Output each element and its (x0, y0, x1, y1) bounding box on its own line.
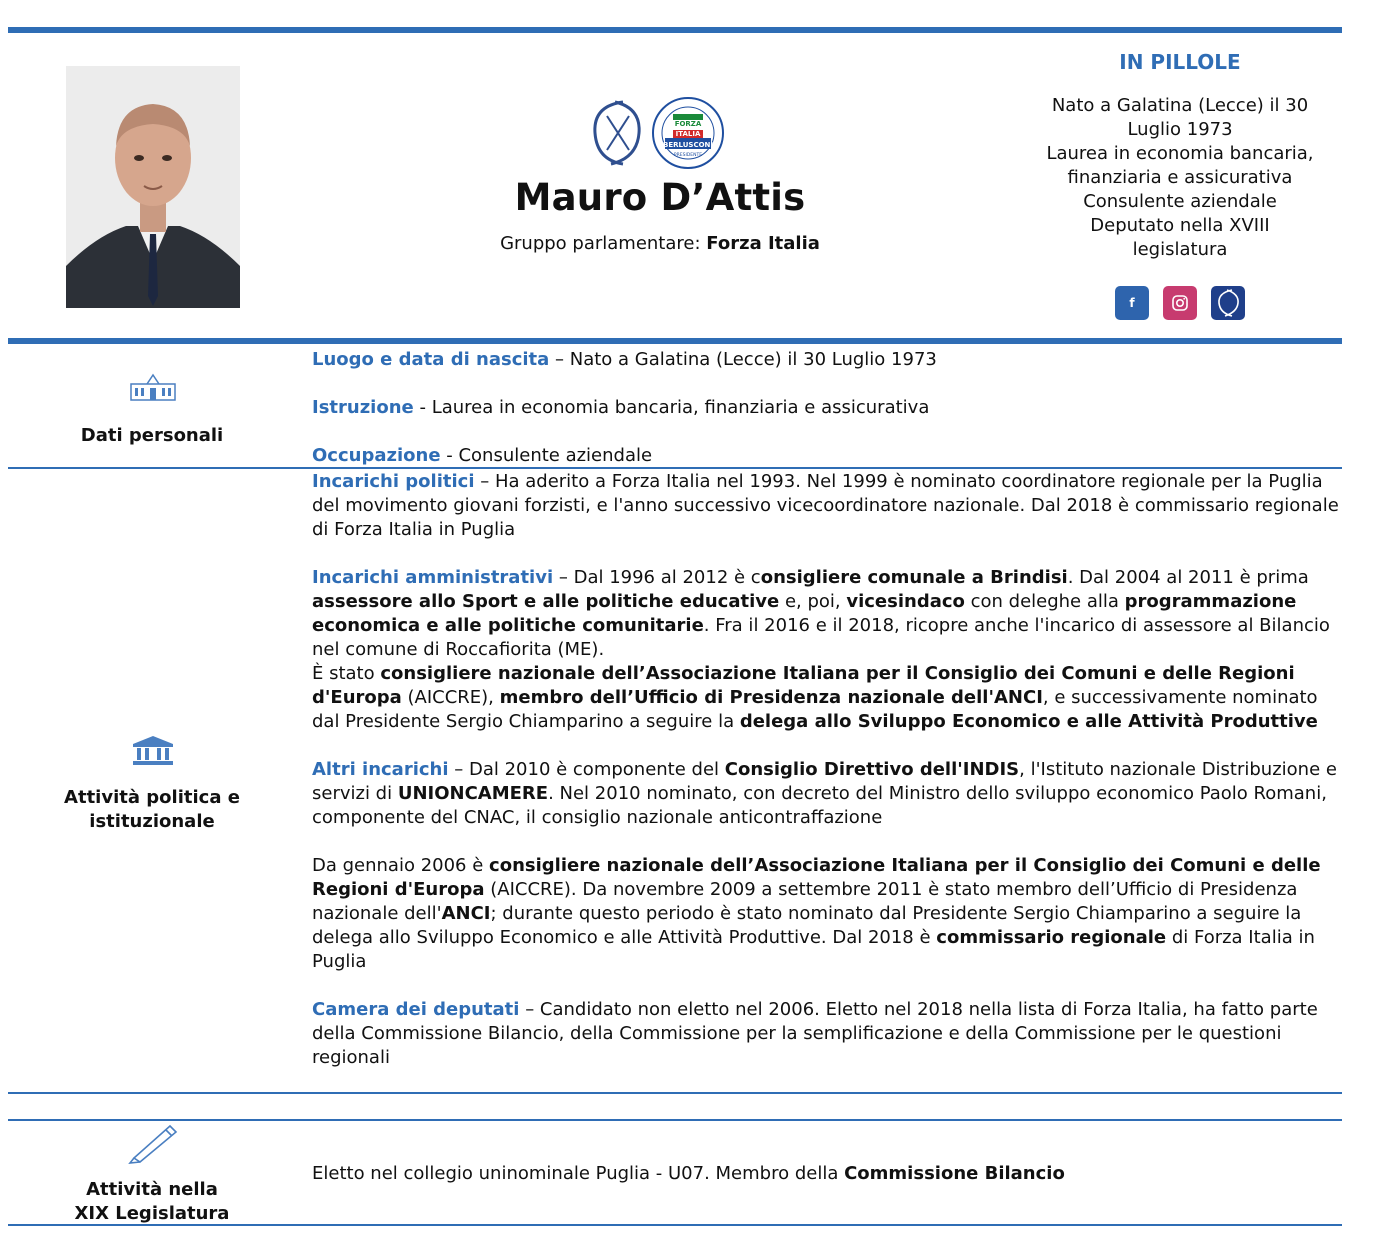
admin-roles-heading: Incarichi amministrativi (312, 567, 554, 588)
aiccre-paragraph (312, 662, 1342, 734)
logo-text-berlusconi: BERLUSCONI (663, 141, 713, 149)
birth-text: – Nato a Galatina (Lecce) il 30 Luglio 1973 (549, 349, 937, 370)
bold-run: Commissione Bilancio (844, 1163, 1065, 1184)
text-run: , l'Istituto nazionale Distribuzione e servizi di (312, 759, 1337, 804)
education-text: - Laurea in economia bancaria, finanziaria e assicurativa (413, 397, 930, 418)
political-roles-heading: Incarichi politici (312, 471, 475, 492)
bold-run: UNIONCAMERE (397, 783, 549, 804)
bold-run: consigliere nazionale dell’Associazione Italiana per il Consiglio dei Comuni e delle Regioni d'Europa (312, 663, 1295, 708)
text-run: con deleghe alla (964, 591, 1125, 612)
text-run: ; durante questo periodo è stato nominato dal Presidente Sergio Chiamparino a seguire la delega allo Sviluppo Economico e alle Attività Produttive. Dal 2018 è (312, 903, 1302, 948)
pill-line: legislatura (1132, 239, 1228, 260)
bold-run: vicesindaco (846, 591, 965, 612)
since-2006-paragraph (312, 854, 1342, 974)
political-roles-paragraph (312, 470, 1342, 542)
text-run: . Nel 2010 nominato, con decreto del Ministro dello sviluppo economico Paolo Romani, componente del CNAC, il consiglio nazionale anticontraffazione (312, 783, 1327, 828)
logo-text-forza: FORZA (674, 120, 702, 128)
in-pillole-title: IN PILLOLE (1119, 50, 1241, 74)
in-pillole-box (1020, 50, 1340, 320)
occupation-text: - Consulente aziendale (440, 445, 653, 466)
logos-row (450, 96, 860, 170)
bold-run: Consiglio Direttivo dell'INDIS (724, 759, 1020, 780)
divider (8, 1092, 1342, 1094)
bold-run: commissario regionale (936, 927, 1167, 948)
text-run: È stato (312, 663, 381, 684)
other-roles-paragraph (312, 758, 1342, 830)
text-run: Da gennaio 2006 è (312, 855, 490, 876)
text-run: Eletto nel collegio uninominale Puglia - U07. Membro della (312, 1163, 845, 1184)
pill-line: Laurea in economia bancaria, (1046, 143, 1314, 164)
social-links (1020, 286, 1340, 320)
top-divider (8, 27, 1342, 33)
label-line: XIX Legislatura (74, 1203, 230, 1224)
birth-heading: Luogo e data di nascita (312, 349, 550, 370)
institution-icon (131, 734, 175, 770)
pill-line: Luglio 1973 (1127, 119, 1233, 140)
logo-text-italia: ITALIA (675, 130, 701, 138)
text-run: e, poi, (779, 591, 847, 612)
chamber-paragraph (312, 998, 1342, 1070)
political-content (312, 470, 1342, 1070)
group-value: Forza Italia (706, 233, 820, 254)
text-run: , e successivamente nominato dal Presidente Sergio Chiamparino a seguire la (312, 687, 1318, 732)
logo-text-presidente: PRESIDENTE (673, 153, 703, 158)
occupation-paragraph (312, 444, 1342, 468)
pill-line: Consulente aziendale (1083, 191, 1277, 212)
education-paragraph (312, 396, 1342, 420)
divider (8, 1224, 1342, 1226)
education-heading: Istruzione (312, 397, 414, 418)
text-run: . Fra il 2016 e il 2018, ricopre anche l'incarico di assessore al Bilancio nel comune di Roccafiorita (ME). (312, 615, 1330, 660)
portrait-photo (66, 66, 240, 308)
divider (8, 467, 1342, 469)
facebook-icon[interactable]: f (1115, 286, 1149, 320)
political-roles-text: – Ha aderito a Forza Italia nel 1993. Nel 1999 è nominato coordinatore regionale per la Puglia del movimento giovani forzisti, e l'anno successivo vicecoordinatore nazionale. Dal 2018 è commissario regionale di Forza Italia in Puglia (312, 471, 1339, 540)
bold-run: onsigliere comunale a Brindisi (760, 567, 1068, 588)
header-center (460, 96, 860, 254)
section-label-political (52, 786, 252, 834)
pill-line: Nato a Galatina (Lecce) il 30 (1051, 95, 1309, 116)
text-run: (AICCRE), (401, 687, 500, 708)
bold-run: delega allo Sviluppo Economico e alle Attività Produttive (739, 711, 1318, 732)
bold-run: assessore allo Sport e alle politiche educative (312, 591, 780, 612)
text-run: . Dal 2004 al 2011 è prima (1067, 567, 1309, 588)
camera-logo-icon[interactable] (1211, 286, 1245, 320)
chamber-heading: Camera dei deputati (312, 999, 520, 1020)
section-divider (8, 338, 1342, 344)
deputy-name: Mauro D’Attis (514, 176, 806, 219)
chamber-text: – Candidato non eletto nel 2006. Eletto nel 2018 nella lista di Forza Italia, ha fatto parte della Commissione Bilancio, della Commissione per la semplificazione e della Commissione per le questioni regionali (312, 999, 1318, 1068)
building-icon (129, 372, 177, 406)
label-line: Attività politica e (64, 787, 240, 808)
legislature-paragraph (312, 1162, 1342, 1186)
section-label-legislature (52, 1178, 252, 1226)
forza-italia-logo-icon (651, 96, 725, 170)
section-label-personal: Dati personali (80, 425, 224, 446)
bold-run: programmazione economica e alle politiche comunitarie (312, 591, 1297, 636)
instagram-icon[interactable] (1163, 286, 1197, 320)
parliamentary-group (460, 233, 860, 254)
personal-content (312, 348, 1342, 468)
pill-line: Deputato nella XVIII (1090, 215, 1270, 236)
bold-run: ANCI (441, 903, 491, 924)
group-label: Gruppo parlamentare: (500, 233, 701, 254)
pill-line: finanziaria e assicurativa (1067, 167, 1293, 188)
bold-run: consigliere nazionale dell’Associazione Italiana per il Consiglio dei Comuni e delle Regioni d'Europa (312, 855, 1321, 900)
occupation-heading: Occupazione (312, 445, 441, 466)
camera-deputati-logo-icon (585, 96, 645, 170)
text-run: (AICCRE). Da novembre 2009 a settembre 2011 è stato membro dell’Ufficio di Presidenza nazionale dell' (312, 879, 1298, 924)
other-roles-heading: Altri incarichi (312, 759, 449, 780)
admin-roles-paragraph (312, 566, 1342, 662)
text-run: – Dal 1996 al 2012 è c (553, 567, 761, 588)
text-run: di Forza Italia in Puglia (312, 927, 1315, 972)
label-line: istituzionale (89, 811, 215, 832)
pen-icon (126, 1122, 180, 1168)
legislature-content (312, 1162, 1342, 1186)
bold-run: membro dell’Ufficio di Presidenza nazionale dell'ANCI (499, 687, 1043, 708)
birth-paragraph (312, 348, 1342, 372)
text-run: – Dal 2010 è componente del (448, 759, 725, 780)
divider (8, 1119, 1342, 1121)
label-line: Attività nella (86, 1179, 218, 1200)
